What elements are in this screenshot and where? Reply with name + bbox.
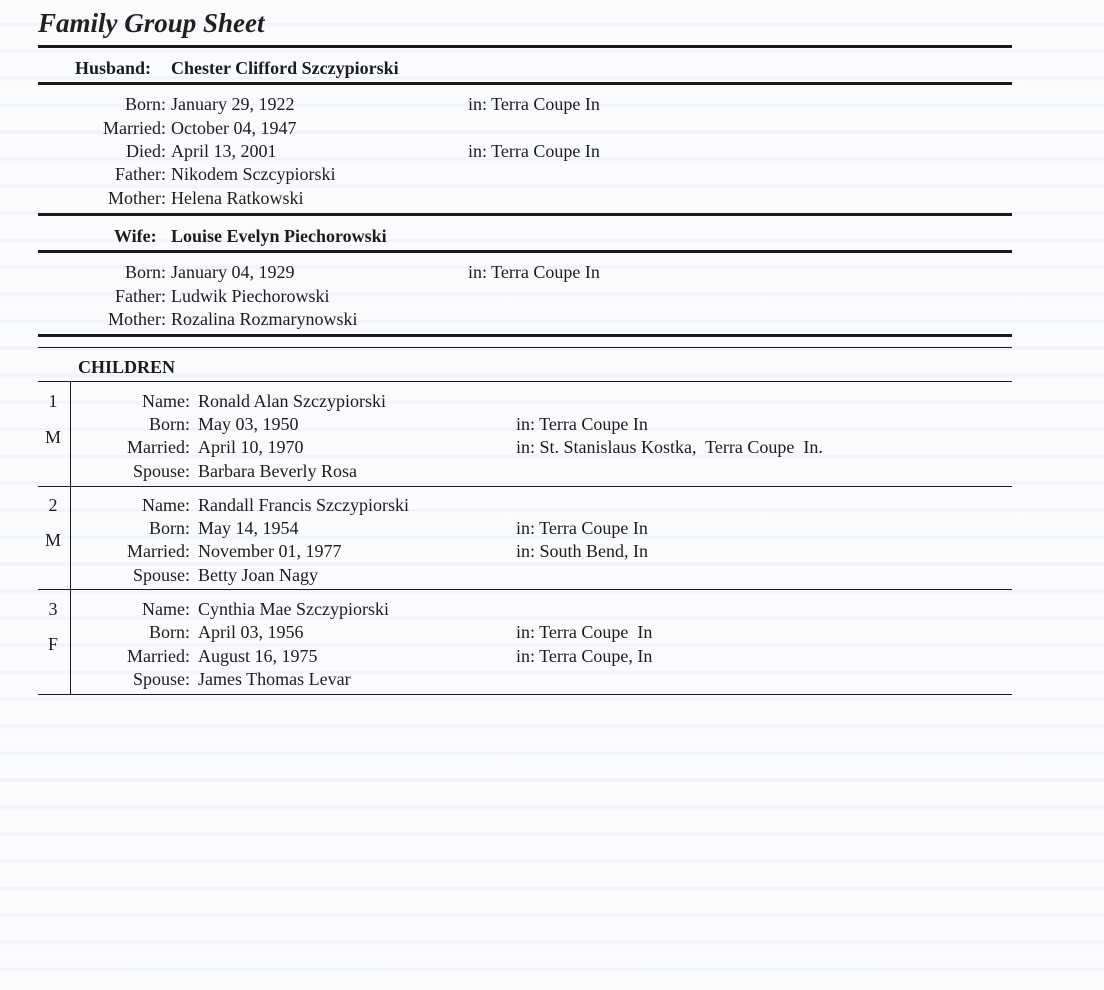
child-spouse-label: Spouse:	[132, 669, 190, 689]
child-name-label: Name:	[142, 391, 190, 411]
child-born-place: in: Terra Coupe In	[516, 622, 653, 642]
divider	[38, 213, 1012, 216]
child-born-value: May 14, 1954	[198, 518, 299, 538]
child-sex: M	[44, 530, 61, 550]
child-married-label: Married:	[127, 541, 190, 561]
husband-died-value: April 13, 2001	[171, 141, 277, 161]
husband-married-value: October 04, 1947	[171, 118, 297, 138]
wife-born-value: January 04, 1929	[171, 262, 295, 282]
page-title: Family Group Sheet	[38, 8, 265, 38]
child-married-label: Married:	[127, 437, 190, 457]
wife-father-value: Ludwik Piechorowski	[171, 286, 330, 306]
child-married-value: November 01, 1977	[198, 541, 342, 561]
divider	[38, 250, 1012, 253]
child-sex: M	[44, 427, 61, 447]
wife-mother-value: Rozalina Rozmarynowski	[171, 309, 358, 329]
husband-married-label: Married:	[103, 118, 166, 138]
child-married-place: in: St. Stanislaus Kostka, Terra Coupe In.	[516, 437, 823, 457]
child-name-value: Cynthia Mae Szczypiorski	[198, 599, 389, 619]
child-born-place: in: Terra Coupe In	[516, 414, 648, 434]
husband-father-label: Father:	[115, 164, 166, 184]
divider	[38, 694, 1012, 695]
child-born-place: in: Terra Coupe In	[516, 518, 648, 538]
divider	[38, 45, 1012, 48]
child-number: 3	[48, 599, 58, 619]
child-born-label: Born:	[148, 622, 190, 642]
child-born-label: Born:	[148, 518, 190, 538]
child-name-label: Name:	[142, 495, 190, 515]
husband-mother-label: Mother:	[108, 188, 166, 208]
husband-label: Husband:	[75, 58, 152, 78]
child-spouse-value: Barbara Beverly Rosa	[198, 461, 357, 481]
husband-mother-value: Helena Ratkowski	[171, 188, 304, 208]
child-born-label: Born:	[148, 414, 190, 434]
child-spouse-label: Spouse:	[132, 565, 190, 585]
child-married-value: August 16, 1975	[198, 646, 318, 666]
divider	[38, 82, 1012, 85]
child-name-label: Name:	[142, 599, 190, 619]
child-spouse-value: James Thomas Levar	[198, 669, 351, 689]
husband-father-value: Nikodem Sczcypiorski	[171, 164, 336, 184]
wife-father-label: Father:	[115, 286, 166, 306]
child-number: 2	[48, 495, 58, 515]
husband-born-value: January 29, 1922	[171, 94, 295, 114]
child-married-place: in: South Bend, In	[516, 541, 649, 561]
wife-label: Wife:	[114, 226, 157, 246]
wife-mother-label: Mother:	[108, 309, 166, 329]
children-heading: CHILDREN	[78, 357, 176, 377]
child-name-value: Randall Francis Szczypiorski	[198, 495, 409, 515]
child-married-value: April 10, 1970	[198, 437, 304, 457]
husband-born-place: in: Terra Coupe In	[468, 94, 600, 114]
child-number: 1	[48, 391, 58, 411]
divider	[38, 589, 1012, 590]
divider	[38, 381, 1012, 382]
child-sex: F	[47, 634, 58, 654]
husband-died-place: in: Terra Coupe In	[468, 141, 600, 161]
child-name-value: Ronald Alan Szczypiorski	[198, 391, 386, 411]
husband-name: Chester Clifford Szczypiorski	[171, 58, 399, 78]
child-spouse-label: Spouse:	[132, 461, 190, 481]
divider	[38, 334, 1012, 337]
divider	[38, 347, 1012, 348]
child-spouse-value: Betty Joan Nagy	[198, 565, 318, 585]
husband-died-label: Died:	[126, 141, 166, 161]
wife-born-place: in: Terra Coupe In	[468, 262, 600, 282]
child-born-value: April 03, 1956	[198, 622, 304, 642]
child-married-label: Married:	[127, 646, 190, 666]
divider	[38, 486, 1012, 487]
wife-name: Louise Evelyn Piechorowski	[171, 226, 387, 246]
child-born-value: May 03, 1950	[198, 414, 299, 434]
husband-born-label: Born:	[124, 94, 166, 114]
wife-born-label: Born:	[124, 262, 166, 282]
child-married-place: in: Terra Coupe, In	[516, 646, 653, 666]
